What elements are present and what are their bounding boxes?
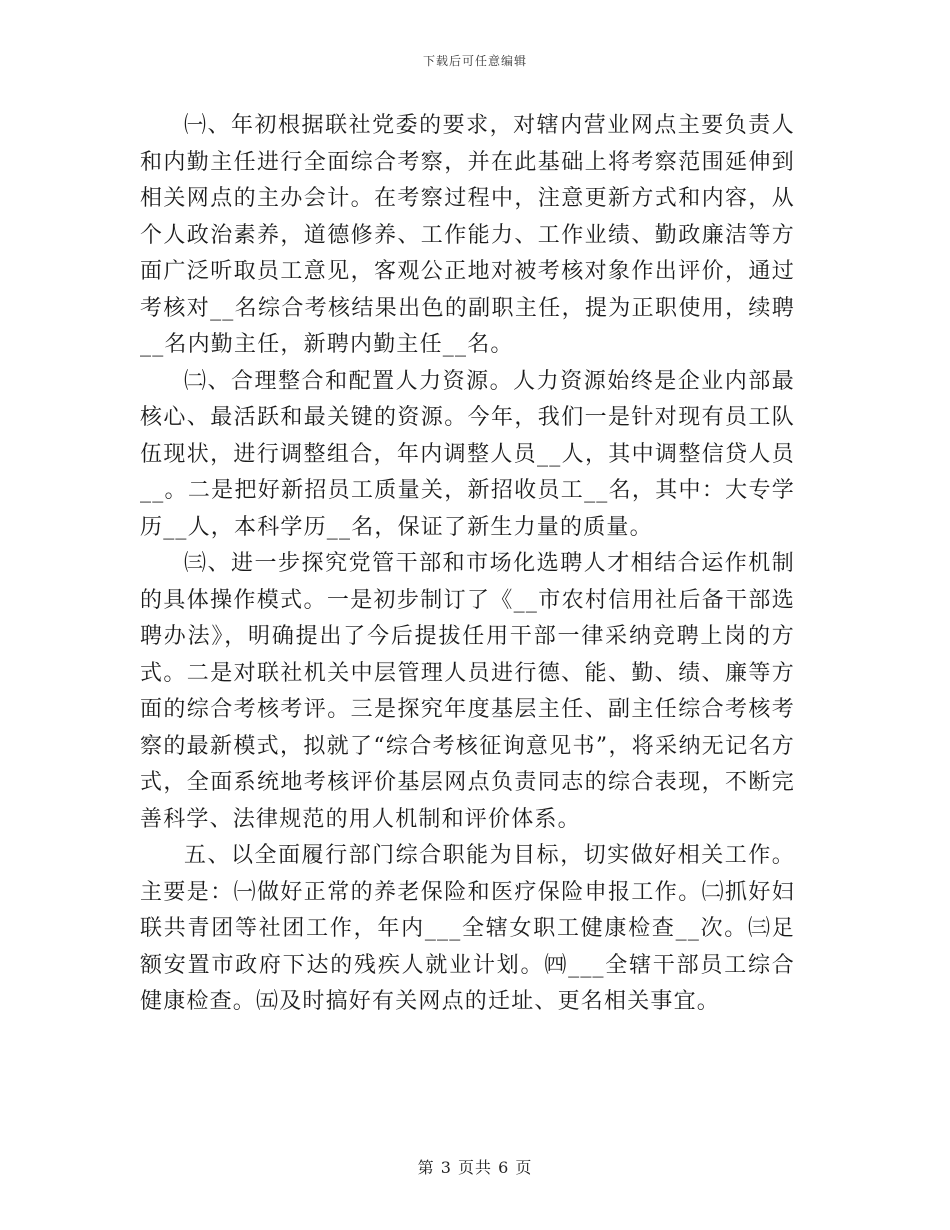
document-body: [140, 108, 795, 1021]
paragraph-2: ㈡、合理整合和配置人力资源。人力资源始终是企业内部最核心、最活跃和最关键的资源。今年，我们一是针对现有员工队伍现状，进行调整组合，年内调整人员__人，其中调整信贷人员__。二是把好新招员工质量关，新招收员工__名，其中：大专学历__人，本科学历__名，保证了新生力量的质量。: [140, 368, 795, 540]
page-number: 第 3 页共 6 页: [417, 1158, 533, 1177]
paragraph-4: 五、以全面履行部门综合职能为目标，切实做好相关工作。主要是：㈠做好正常的养老保险和医疗保险申报工作。㈡抓好妇联共青团等社团工作，年内___全辖女职工健康检查__次。㈢足额安置市政府下达的残疾人就业计划。㈣___全辖干部员工综合健康检查。㈤及时搞好有关网点的迁址、更名相关事宜。: [140, 843, 795, 1014]
paragraph-1: ㈠、年初根据联社党委的要求，对辖内营业网点主要负责人和内勤主任进行全面综合考察，并在此基础上将考察范围延伸到相关网点的主办会计。在考察过程中，注意更新方式和内容，从个人政治素养，道德修养、工作能力、工作业绩、勤政廉洁等方面广泛听取员工意见，客观公正地对被考核对象作出评价，通过考核对__名综合考核结果出色的副职主任，提为正职使用，续聘__名内勤主任，新聘内勤主任__名。: [140, 113, 795, 357]
paragraph-3: ㈢、进一步探究党管干部和市场化选聘人才相结合运作机制的具体操作模式。一是初步制订了《__市农村信用社后备干部选聘办法》，明确提出了今后提拔任用干部一律采纳竞聘上岗的方式。二是对联社机关中层管理人员进行德、能、勤、绩、廉等方面的综合考核考评。三是探究年度基层主任、副主任综合考核考察的最新模式，拟就了“综合考核征询意见书”，将采纳无记名方式，全面系统地考核评价基层网点负责同志的综合表现，不断完善科学、法律规范的用人机制和评价体系。: [140, 551, 795, 832]
page-header: 下载后可任意编辑: [422, 54, 527, 68]
